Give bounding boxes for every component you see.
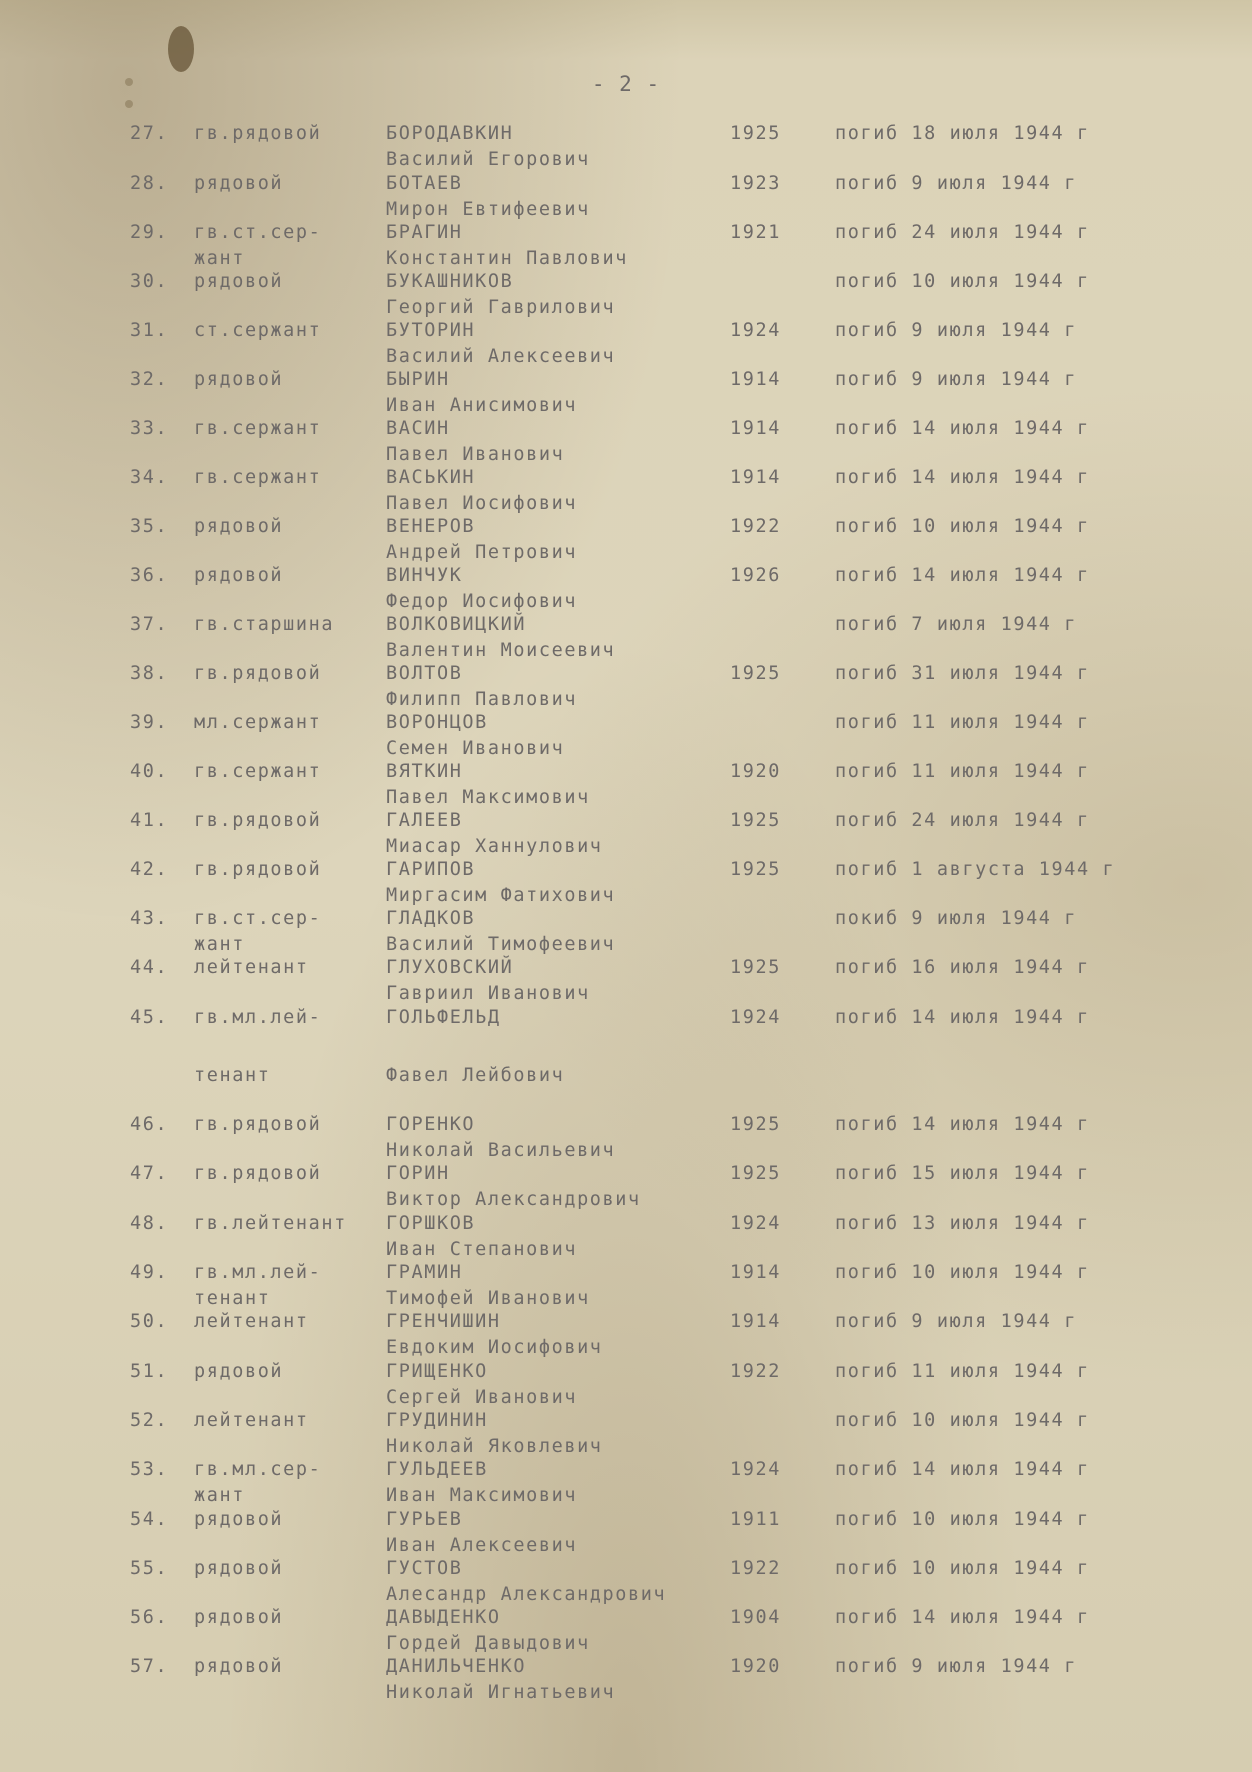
- record-number: 52.: [130, 1410, 169, 1431]
- record-status: погиб 18 июля 1944 г: [835, 123, 1090, 144]
- record-rank: гв.мл.лей-: [194, 1007, 322, 1028]
- record-birth-year: 1925: [730, 1163, 781, 1184]
- record-surname: ГЛАДКОВ: [386, 908, 476, 929]
- record-status: погиб 15 июля 1944 г: [835, 1163, 1090, 1184]
- record-birth-year: 1914: [730, 467, 781, 488]
- record-status: погиб 10 июля 1944 г: [835, 1509, 1090, 1530]
- record-row: [0, 1162, 1252, 1212]
- record-given-names: Андрей Петрович: [386, 542, 578, 563]
- record-row: [0, 1655, 1252, 1705]
- record-rank: гв.рядовой: [194, 859, 322, 880]
- record-rank: гв.ст.сер-: [194, 908, 322, 929]
- record-given-names: Сергей Иванович: [386, 1387, 578, 1408]
- record-rank: гв.мл.сер-: [194, 1459, 322, 1480]
- record-status: погиб 1 августа 1944 г: [835, 859, 1116, 880]
- record-status: погиб 14 июля 1944 г: [835, 1007, 1090, 1028]
- record-rank: лейтенант: [194, 1410, 309, 1431]
- record-number: 53.: [130, 1459, 169, 1480]
- record-status: погиб 9 июля 1944 г: [835, 1656, 1078, 1677]
- record-rank: лейтенант: [194, 1311, 309, 1332]
- record-status: погиб 10 июля 1944 г: [835, 1262, 1090, 1283]
- record-given-names: Миргасим Фатихович: [386, 885, 616, 906]
- record-row: [0, 221, 1252, 271]
- record-given-names: Павел Иосифович: [386, 493, 578, 514]
- record-given-names: Федор Иосифович: [386, 591, 578, 612]
- record-status: погиб 9 июля 1944 г: [835, 1311, 1078, 1332]
- record-number: 39.: [130, 712, 169, 733]
- record-birth-year: 1925: [730, 663, 781, 684]
- record-row: [0, 1310, 1252, 1360]
- record-surname: ГРУДИНИН: [386, 1410, 488, 1431]
- record-rank-continued: жант: [194, 248, 245, 269]
- record-number: 47.: [130, 1163, 169, 1184]
- record-rank: гв.сержант: [194, 467, 322, 488]
- record-birth-year: 1924: [730, 1459, 781, 1480]
- record-rank: гв.рядовой: [194, 1163, 322, 1184]
- record-number: 41.: [130, 810, 169, 831]
- record-given-names: Георгий Гаврилович: [386, 297, 616, 318]
- record-birth-year: 1914: [730, 1262, 781, 1283]
- record-rank-continued: жант: [194, 1485, 245, 1506]
- record-row: [0, 858, 1252, 908]
- record-birth-year: 1914: [730, 418, 781, 439]
- record-birth-year: 1925: [730, 123, 781, 144]
- record-given-names: Иван Степанович: [386, 1239, 578, 1260]
- record-rank: рядовой: [194, 1361, 284, 1382]
- record-given-names: Иван Максимович: [386, 1485, 578, 1506]
- record-rank: тенант: [194, 1065, 271, 1086]
- record-row: [0, 760, 1252, 810]
- record-given-names: Василий Алексеевич: [386, 346, 616, 367]
- record-birth-year: 1921: [730, 222, 781, 243]
- record-status: погиб 10 июля 1944 г: [835, 1410, 1090, 1431]
- record-surname: ГРИЩЕНКО: [386, 1361, 488, 1382]
- record-rank: гв.рядовой: [194, 810, 322, 831]
- record-rank: рядовой: [194, 1607, 284, 1628]
- record-status: погиб 9 июля 1944 г: [835, 320, 1078, 341]
- record-row: [0, 1458, 1252, 1508]
- record-rank: мл.сержант: [194, 712, 322, 733]
- record-birth-year: 1925: [730, 1114, 781, 1135]
- record-rank: рядовой: [194, 1656, 284, 1677]
- record-number: 51.: [130, 1361, 169, 1382]
- record-number: 54.: [130, 1509, 169, 1530]
- record-status: погиб 14 июля 1944 г: [835, 1114, 1090, 1135]
- record-status: погиб 11 июля 1944 г: [835, 712, 1090, 733]
- record-row: [0, 122, 1252, 172]
- record-surname: ГРЕНЧИШИН: [386, 1311, 501, 1332]
- record-given-names: Николай Васильевич: [386, 1140, 616, 1161]
- record-row: [0, 613, 1252, 663]
- record-rank: ст.сержант: [194, 320, 322, 341]
- record-birth-year: 1920: [730, 1656, 781, 1677]
- record-number: 48.: [130, 1213, 169, 1234]
- record-row: [0, 809, 1252, 859]
- record-surname: БОРОДАВКИН: [386, 123, 514, 144]
- record-surname: ДАНИЛЬЧЕНКО: [386, 1656, 527, 1677]
- record-birth-year: 1920: [730, 761, 781, 782]
- record-birth-year: 1922: [730, 1558, 781, 1579]
- record-row: [0, 1212, 1252, 1262]
- record-number: 46.: [130, 1114, 169, 1135]
- record-birth-year: 1914: [730, 1311, 781, 1332]
- record-row: [0, 564, 1252, 614]
- record-status: погиб 10 июля 1944 г: [835, 271, 1090, 292]
- record-row: [0, 1006, 1252, 1056]
- record-birth-year: 1922: [730, 1361, 781, 1382]
- record-surname: ГОРИН: [386, 1163, 450, 1184]
- record-row: [0, 417, 1252, 467]
- record-row: [0, 1557, 1252, 1607]
- record-given-names: Валентин Моисеевич: [386, 640, 616, 661]
- binding-mark: [125, 100, 133, 108]
- record-rank: гв.сержант: [194, 761, 322, 782]
- record-rank-continued: жант: [194, 934, 245, 955]
- record-number: 49.: [130, 1262, 169, 1283]
- record-given-names: Павел Максимович: [386, 787, 590, 808]
- record-rank: рядовой: [194, 173, 284, 194]
- record-status: погиб 14 июля 1944 г: [835, 565, 1090, 586]
- record-number: 45.: [130, 1007, 169, 1028]
- record-number: 33.: [130, 418, 169, 439]
- record-number: 34.: [130, 467, 169, 488]
- record-rank: рядовой: [194, 1509, 284, 1530]
- record-surname: ГРАМИН: [386, 1262, 463, 1283]
- record-status: погиб 9 июля 1944 г: [835, 369, 1078, 390]
- record-surname: ГОРЕНКО: [386, 1114, 476, 1135]
- record-rank: рядовой: [194, 369, 284, 390]
- record-row: [0, 1261, 1252, 1311]
- record-status: погиб 24 июля 1944 г: [835, 222, 1090, 243]
- record-surname: ВОЛТОВ: [386, 663, 463, 684]
- record-number: 32.: [130, 369, 169, 390]
- record-row: [0, 1409, 1252, 1459]
- record-status: погиб 11 июля 1944 г: [835, 761, 1090, 782]
- record-rank: рядовой: [194, 271, 284, 292]
- record-row: [0, 1360, 1252, 1410]
- record-birth-year: 1923: [730, 173, 781, 194]
- record-rank: гв.сержант: [194, 418, 322, 439]
- record-given-names: Миасар Ханнулович: [386, 836, 603, 857]
- record-surname: ВОЛКОВИЦКИЙ: [386, 614, 527, 635]
- record-surname: БУКАШНИКОВ: [386, 271, 514, 292]
- record-surname: ДАВЫДЕНКО: [386, 1607, 501, 1628]
- record-number: 43.: [130, 908, 169, 929]
- record-rank: гв.мл.лей-: [194, 1262, 322, 1283]
- record-surname: БЫРИН: [386, 369, 450, 390]
- record-row: [0, 662, 1252, 712]
- record-birth-year: 1925: [730, 859, 781, 880]
- record-surname: ВЯТКИН: [386, 761, 463, 782]
- record-number: 57.: [130, 1656, 169, 1677]
- record-row: [0, 368, 1252, 418]
- record-given-names: Василий Тимофеевич: [386, 934, 616, 955]
- record-status: погиб 31 июля 1944 г: [835, 663, 1090, 684]
- record-birth-year: 1924: [730, 320, 781, 341]
- record-rank: гв.рядовой: [194, 663, 322, 684]
- record-given-names: Мирон Евтифеевич: [386, 199, 590, 220]
- record-given-names: Алесандр Александрович: [386, 1584, 667, 1605]
- record-surname: БОТАЕВ: [386, 173, 463, 194]
- record-number: 30.: [130, 271, 169, 292]
- record-rank-continued: тенант: [194, 1288, 271, 1309]
- record-status: погиб 16 июля 1944 г: [835, 957, 1090, 978]
- record-number: 29.: [130, 222, 169, 243]
- record-rank: гв.рядовой: [194, 1114, 322, 1135]
- record-row: [0, 466, 1252, 516]
- record-number: 36.: [130, 565, 169, 586]
- record-given-names: Иван Анисимович: [386, 395, 578, 416]
- record-row: [0, 956, 1252, 1006]
- record-number: 35.: [130, 516, 169, 537]
- record-given-names: Виктор Александрович: [386, 1189, 641, 1210]
- record-row: [0, 172, 1252, 222]
- record-birth-year: 1926: [730, 565, 781, 586]
- record-row: [0, 711, 1252, 761]
- record-surname: ГУСТОВ: [386, 1558, 463, 1579]
- record-surname: ГЛУХОВСКИЙ: [386, 957, 514, 978]
- record-birth-year: 1925: [730, 957, 781, 978]
- record-number: 28.: [130, 173, 169, 194]
- record-status: погиб 7 июля 1944 г: [835, 614, 1078, 635]
- record-rank: рядовой: [194, 565, 284, 586]
- record-row: [0, 270, 1252, 320]
- record-surname: ГУРЬЕВ: [386, 1509, 463, 1530]
- record-status: погиб 11 июля 1944 г: [835, 1361, 1090, 1382]
- punch-hole: [168, 26, 194, 72]
- record-number: 55.: [130, 1558, 169, 1579]
- record-rank: гв.лейтенант: [194, 1213, 347, 1234]
- record-row: [0, 515, 1252, 565]
- record-given-names: Семен Иванович: [386, 738, 565, 759]
- record-given-names: Тимофей Иванович: [386, 1288, 590, 1309]
- record-row: [0, 1508, 1252, 1558]
- record-birth-year: 1911: [730, 1509, 781, 1530]
- record-given-names: Филипп Павлович: [386, 689, 578, 710]
- record-rank: рядовой: [194, 516, 284, 537]
- record-number: 40.: [130, 761, 169, 782]
- record-birth-year: 1904: [730, 1607, 781, 1628]
- record-rank: гв.рядовой: [194, 123, 322, 144]
- record-row: [0, 1606, 1252, 1656]
- record-rank: гв.старшина: [194, 614, 335, 635]
- record-surname: ГАЛЕЕВ: [386, 810, 463, 831]
- record-number: 27.: [130, 123, 169, 144]
- record-given-names: Константин Павлович: [386, 248, 629, 269]
- record-rank: рядовой: [194, 1558, 284, 1579]
- record-given-names: Евдоким Иосифович: [386, 1337, 603, 1358]
- record-status: покиб 9 июля 1944 г: [835, 908, 1078, 929]
- record-number: 44.: [130, 957, 169, 978]
- record-status: погиб 24 июля 1944 г: [835, 810, 1090, 831]
- record-status: погиб 14 июля 1944 г: [835, 418, 1090, 439]
- record-status: погиб 14 июля 1944 г: [835, 1459, 1090, 1480]
- record-rank: лейтенант: [194, 957, 309, 978]
- record-given-names: Гавриил Иванович: [386, 983, 590, 1004]
- record-surname: ГОЛЬФЕЛЬД: [386, 1007, 501, 1028]
- record-row: [0, 907, 1252, 957]
- record-given-names: Иван Алексеевич: [386, 1535, 578, 1556]
- record-number: 38.: [130, 663, 169, 684]
- record-surname: ВАСЬКИН: [386, 467, 476, 488]
- record-number: 42.: [130, 859, 169, 880]
- record-number: 37.: [130, 614, 169, 635]
- record-row: [0, 1113, 1252, 1163]
- record-surname: Фавел Лейбович: [386, 1065, 565, 1086]
- record-row: [0, 319, 1252, 369]
- record-row: [0, 1064, 1252, 1114]
- record-status: погиб 10 июля 1944 г: [835, 516, 1090, 537]
- record-status: погиб 9 июля 1944 г: [835, 173, 1078, 194]
- record-status: погиб 13 июля 1944 г: [835, 1213, 1090, 1234]
- record-birth-year: 1924: [730, 1213, 781, 1234]
- record-surname: ГУЛЬДЕЕВ: [386, 1459, 488, 1480]
- record-given-names: Павел Иванович: [386, 444, 565, 465]
- record-number: 31.: [130, 320, 169, 341]
- record-surname: БУТОРИН: [386, 320, 476, 341]
- record-surname: ВЕНЕРОВ: [386, 516, 476, 537]
- record-birth-year: 1924: [730, 1007, 781, 1028]
- record-given-names: Николай Яковлевич: [386, 1436, 603, 1457]
- record-number: 50.: [130, 1311, 169, 1332]
- record-number: 56.: [130, 1607, 169, 1628]
- record-given-names: Василий Егорович: [386, 149, 590, 170]
- record-given-names: Гордей Давыдович: [386, 1633, 590, 1654]
- record-birth-year: 1922: [730, 516, 781, 537]
- record-status: погиб 10 июля 1944 г: [835, 1558, 1090, 1579]
- record-rank: гв.ст.сер-: [194, 222, 322, 243]
- record-surname: ВАСИН: [386, 418, 450, 439]
- record-surname: ВИНЧУК: [386, 565, 463, 586]
- record-status: погиб 14 июля 1944 г: [835, 467, 1090, 488]
- record-status: погиб 14 июля 1944 г: [835, 1607, 1090, 1628]
- record-surname: ГОРШКОВ: [386, 1213, 476, 1234]
- record-surname: БРАГИН: [386, 222, 463, 243]
- record-birth-year: 1925: [730, 810, 781, 831]
- page-number: - 2 -: [591, 72, 661, 96]
- record-given-names: Николай Игнатьевич: [386, 1682, 616, 1703]
- record-birth-year: 1914: [730, 369, 781, 390]
- record-surname: ГАРИПОВ: [386, 859, 476, 880]
- record-surname: ВОРОНЦОВ: [386, 712, 488, 733]
